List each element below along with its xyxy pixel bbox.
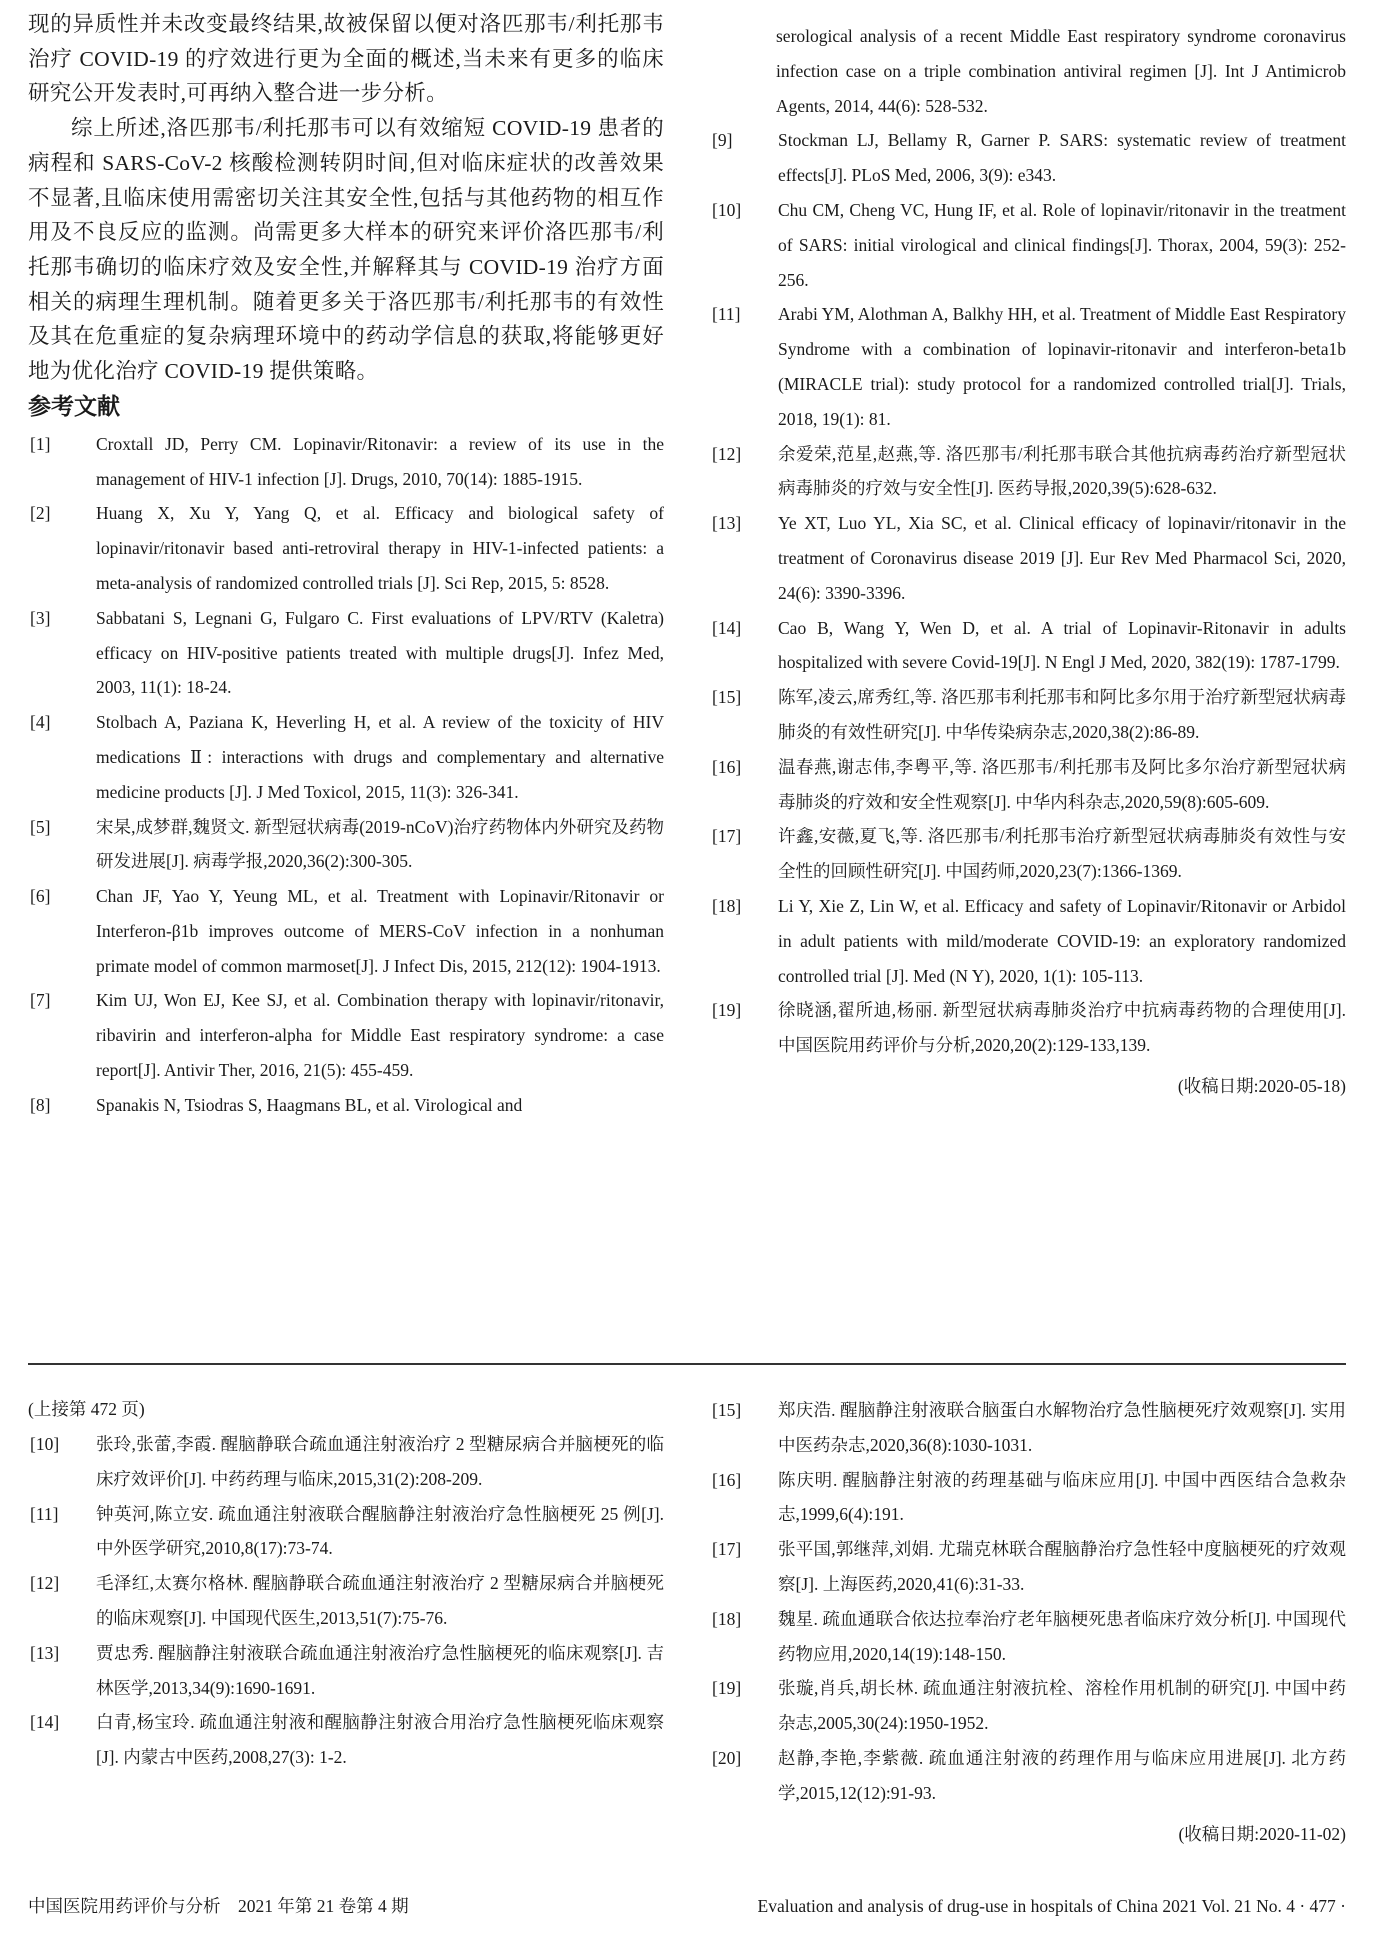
- reference-text: Croxtall JD, Perry CM. Lopinavir/Ritonavir: a review of its use in the management of HIV-1 infection [J]. Drugs, 2010, 70(14): 1885-1915.: [96, 433, 664, 489]
- reference-text: 贾忠秀. 醒脑静注射液联合疏血通注射液治疗急性脑梗死的临床观察[J]. 吉林医学,2013,34(9):1690-1691.: [96, 1642, 664, 1698]
- reference-text: Cao B, Wang Y, Wen D, et al. A trial of Lopinavir-Ritonavir in adults hospitalized with severe Covid-19[J]. N Engl J Med, 2020, 382(19): 1787-1799.: [778, 617, 1346, 673]
- reference-item: [28, 601, 664, 705]
- reference-text: 毛泽红,太赛尔格林. 醒脑静联合疏血通注射液治疗 2 型糖尿病合并脑梗死的临床观察[J]. 中国现代医生,2013,51(7):75-76.: [96, 1573, 664, 1628]
- reference-text: Spanakis N, Tsiodras S, Haagmans BL, et al. Virological and: [96, 1094, 523, 1115]
- reference-number: [17]: [712, 1539, 742, 1560]
- reference-number: [11]: [712, 304, 741, 325]
- reference-number: [16]: [712, 1469, 742, 1490]
- top-right-column: [710, 0, 1346, 1103]
- reference-number: [1]: [30, 433, 51, 454]
- top-left-column: [28, 0, 664, 1123]
- reference-number: [19]: [712, 1000, 742, 1021]
- reference-text: Li Y, Xie Z, Lin W, et al. Efficacy and safety of Lopinavir/Ritonavir or Arbidol in adult patients with mild/moderate COVID-19: an exploratory randomized controlled trial [J]. Med (N Y), 2020, 1(1): 105-113.: [778, 895, 1346, 986]
- reference-item: [28, 705, 664, 809]
- reference-item: [28, 879, 664, 983]
- reference-text: 白青,杨宝玲. 疏血通注射液和醒脑静注射液合用治疗急性脑梗死临床观察[J]. 内蒙古中医药,2008,27(3): 1-2.: [96, 1712, 664, 1768]
- reference-text: Stockman LJ, Bellamy R, Garner P. SARS: systematic review of treatment effects[J]. PLoS Med, 2006, 3(9): e343.: [778, 130, 1346, 186]
- reference-text: 许鑫,安薇,夏飞,等. 洛匹那韦/利托那韦治疗新型冠状病毒肺炎有效性与安全性的回顾性研究[J]. 中国药师,2020,23(7):1366-1369.: [778, 826, 1346, 882]
- reference-number: [13]: [30, 1642, 60, 1663]
- reference-number: [18]: [712, 1608, 742, 1629]
- reference-item: [28, 427, 664, 497]
- reference-number: [9]: [712, 130, 733, 151]
- reference-text: 赵静,李艳,李紫薇. 疏血通注射液的药理作用与临床应用进展[J]. 北方药学,2015,12(12):91-93.: [778, 1747, 1346, 1803]
- reference-list: [28, 1427, 664, 1775]
- reference-item: [710, 193, 1346, 297]
- reference-text: Chan JF, Yao Y, Yeung ML, et al. Treatment with Lopinavir/Ritonavir or Interferon-β1b improves outcome of MERS-CoV infection in a nonhuman primate model of common marmoset[J]. J Infect Dis, 2015, 212(12): 1904-1913.: [96, 886, 664, 976]
- references-heading: 参考文献: [28, 393, 120, 420]
- reference-item: [28, 983, 664, 1087]
- reference-list: [710, 123, 1346, 1063]
- reference-item: [710, 1671, 1346, 1741]
- reference-item: [710, 1741, 1346, 1811]
- reference-number: [2]: [30, 503, 51, 524]
- reference-item: [710, 297, 1346, 436]
- reference-item: [710, 1393, 1346, 1463]
- reference-item: [28, 1705, 664, 1775]
- reference-text: 余爱荣,范星,赵燕,等. 洛匹那韦/利托那韦联合其他抗病毒药治疗新型冠状病毒肺炎的疗效与安全性[J]. 医药导报,2020,39(5):628-632.: [778, 443, 1346, 499]
- reference-number: [11]: [30, 1503, 59, 1524]
- page-footer: [28, 1893, 1346, 1919]
- reference-text: 温春燕,谢志伟,李粤平,等. 洛匹那韦/利托那韦及阿比多尔治疗新型冠状病毒肺炎的疗效和安全性观察[J]. 中华内科杂志,2020,59(8):605-609.: [778, 756, 1346, 812]
- reference-item: [28, 1566, 664, 1636]
- reference-item: [710, 1463, 1346, 1533]
- footer-journal-en: Evaluation and analysis of drug-use in hospitals of China 2021 Vol. 21 No. 4 · 477 ·: [757, 1896, 1346, 1916]
- reference-item: [710, 819, 1346, 889]
- received-date: (收稿日期:2020-05-18): [1177, 1075, 1346, 1096]
- reference-number: [7]: [30, 990, 51, 1011]
- reference-item: [28, 810, 664, 880]
- reference-item: [28, 1636, 664, 1706]
- reference-item: [710, 437, 1346, 507]
- reference-text: 徐晓涵,翟所迪,杨丽. 新型冠状病毒肺炎治疗中抗病毒药物的合理使用[J]. 中国医院用药评价与分析,2020,20(2):129-133,139.: [778, 1000, 1346, 1056]
- reference-number: [19]: [712, 1678, 742, 1699]
- reference-item: [28, 1497, 664, 1567]
- reference-number: [20]: [712, 1747, 742, 1768]
- reference-text: 张平国,郭继萍,刘娟. 尤瑞克林联合醒脑静治疗急性轻中度脑梗死的疗效观察[J]. 上海医药,2020,41(6):31-33.: [778, 1539, 1346, 1594]
- reference-continuation: serological analysis of a recent Middle East respiratory syndrome coronavirus infection case on a triple combination antiviral regimen [J]. Int J Antimicrob Agents, 2014, 44(6): 528-532.: [776, 26, 1346, 116]
- reference-text: 宋杲,成梦群,魏贤文. 新型冠状病毒(2019-nCoV)治疗药物体内外研究及药物研发进展[J]. 病毒学报,2020,36(2):300-305.: [96, 816, 664, 872]
- body-paragraph: 综上所述,洛匹那韦/利托那韦可以有效缩短 COVID-19 患者的病程和 SARS-CoV-2 核酸检测转阴时间,但对临床症状的改善效果不显著,且临床使用需密切关注其安全性,包括与其他药物的相互作用及不良反应的监测。尚需更多大样本的研究来评价洛匹那韦/利托那韦确切的临床疗效及安全性,并解释其与 COVID-19 治疗方面相关的病理生理机制。随着更多关于洛匹那韦/利托那韦的有效性及其在危重症的复杂病理环境中的药动学信息的获取,将能够更好地为优化治疗 COVID-19 提供策略。: [28, 116, 664, 384]
- reference-number: [18]: [712, 895, 742, 916]
- reference-item: [28, 1088, 664, 1123]
- reference-text: Sabbatani S, Legnani G, Fulgaro C. First evaluations of LPV/RTV (Kaletra) efficacy on HIV-positive patients treated with multiple drugs[J]. Infez Med, 2003, 11(1): 18-24.: [96, 607, 664, 698]
- reference-text: 陈军,凌云,席秀红,等. 洛匹那韦利托那韦和阿比多尔用于治疗新型冠状病毒肺炎的有效性研究[J]. 中华传染病杂志,2020,38(2):86-89.: [778, 687, 1346, 742]
- reference-number: [8]: [30, 1094, 51, 1115]
- reference-text: 张璇,肖兵,胡长林. 疏血通注射液抗栓、溶栓作用机制的研究[J]. 中国中药杂志,2005,30(24):1950-1952.: [778, 1678, 1346, 1734]
- reference-item: [28, 1427, 664, 1497]
- footer-journal-cn: 中国医院用药评价与分析 2021 年第 21 卷第 4 期: [28, 1896, 409, 1916]
- reference-text: Stolbach A, Paziana K, Heverling H, et al. A review of the toxicity of HIV medications Ⅱ: interactions with drugs and complementary and alternative medicine products [J]. J Med Toxicol, 2015, 11(3): 326-341.: [96, 712, 664, 802]
- reference-number: [14]: [712, 617, 742, 638]
- reference-list: [710, 1393, 1346, 1811]
- reference-number: [15]: [712, 1400, 742, 1420]
- reference-text: Arabi YM, Alothman A, Balkhy HH, et al. Treatment of Middle East Respiratory Syndrome with a combination of lopinavir-ritonavir and interferon-beta1b (MIRACLE trial): study protocol for a randomized controlled trial[J]. Trials, 2018, 19(1): 81.: [778, 304, 1346, 429]
- reference-text: 张玲,张蕾,李霞. 醒脑静联合疏血通注射液治疗 2 型糖尿病合并脑梗死的临床疗效评价[J]. 中药药理与临床,2015,31(2):208-209.: [96, 1434, 664, 1489]
- reference-text: Huang X, Xu Y, Yang Q, et al. Efficacy and biological safety of lopinavir/ritonavir based anti-retroviral therapy in HIV-1-infected patients: a meta-analysis of randomized controlled trials [J]. Sci Rep, 2015, 5: 8528.: [96, 503, 664, 593]
- reference-text: Ye XT, Luo YL, Xia SC, et al. Clinical efficacy of lopinavir/ritonavir in the treatment of Coronavirus disease 2019 [J]. Eur Rev Med Pharmacol Sci, 2020, 24(6): 3390-3396.: [778, 513, 1346, 603]
- reference-item: [710, 750, 1346, 820]
- continued-from-note: (上接第 472 页): [28, 1399, 145, 1419]
- reference-item: [28, 496, 664, 600]
- bottom-left-column: [28, 1393, 664, 1775]
- reference-item: [710, 506, 1346, 610]
- reference-item: [710, 1532, 1346, 1602]
- bottom-right-column: [710, 1393, 1346, 1851]
- reference-number: [3]: [30, 607, 51, 628]
- reference-text: 陈庆明. 醒脑静注射液的药理基础与临床应用[J]. 中国中西医结合急救杂志,1999,6(4):191.: [778, 1469, 1346, 1525]
- reference-item: [710, 1602, 1346, 1672]
- received-date: (收稿日期:2020-11-02): [1178, 1823, 1346, 1844]
- reference-number: [10]: [30, 1434, 60, 1454]
- reference-number: [12]: [30, 1573, 60, 1594]
- reference-text: Chu CM, Cheng VC, Hung IF, et al. Role of lopinavir/ritonavir in the treatment of SARS: initial virological and clinical findings[J]. Thorax, 2004, 59(3): 252-256.: [778, 199, 1346, 290]
- reference-number: [14]: [30, 1712, 60, 1733]
- reference-item: [710, 611, 1346, 681]
- reference-number: [5]: [30, 816, 51, 837]
- reference-item: [710, 123, 1346, 193]
- reference-text: 钟英河,陈立安. 疏血通注射液联合醒脑静注射液治疗急性脑梗死 25 例[J]. 中外医学研究,2010,8(17):73-74.: [96, 1503, 664, 1559]
- reference-number: [16]: [712, 756, 742, 777]
- reference-number: [10]: [712, 199, 742, 220]
- reference-number: [17]: [712, 826, 742, 847]
- reference-number: [15]: [712, 687, 742, 708]
- reference-text: 郑庆浩. 醒脑静注射液联合脑蛋白水解物治疗急性脑梗死疗效观察[J]. 实用中医药杂志,2020,36(8):1030-1031.: [778, 1400, 1346, 1455]
- reference-list: [28, 427, 664, 1123]
- reference-number: [13]: [712, 513, 742, 534]
- reference-number: [6]: [30, 886, 51, 907]
- reference-number: [4]: [30, 712, 51, 733]
- reference-number: [12]: [712, 443, 742, 464]
- reference-text: 魏星. 疏血通联合依达拉奉治疗老年脑梗死患者临床疗效分析[J]. 中国现代药物应用,2020,14(19):148-150.: [778, 1608, 1346, 1664]
- body-paragraph: 现的异质性并未改变最终结果,故被保留以便对洛匹那韦/利托那韦治疗 COVID-19 的疗效进行更为全面的概述,当未来有更多的临床研究公开发表时,可再纳入整合进一步分析。: [28, 12, 664, 106]
- reference-text: Kim UJ, Won EJ, Kee SJ, et al. Combination therapy with lopinavir/ritonavir, ribavirin and interferon-alpha for Middle East respiratory syndrome: a case report[J]. Antivir Ther, 2016, 21(5): 455-459.: [96, 990, 664, 1081]
- reference-item: [710, 889, 1346, 993]
- section-divider: [28, 1363, 1346, 1365]
- reference-item: [710, 993, 1346, 1063]
- reference-item: [710, 680, 1346, 750]
